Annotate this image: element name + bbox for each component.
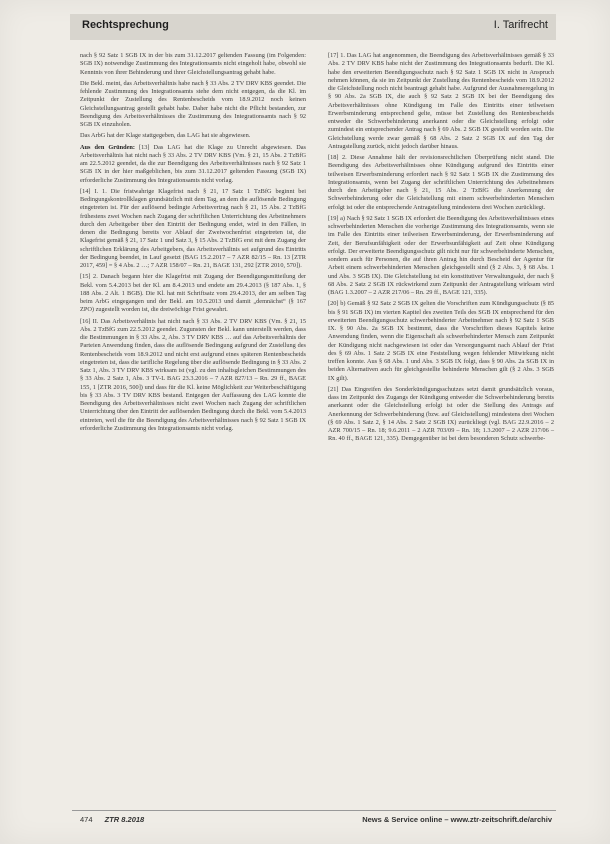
paragraph <box>80 318 306 434</box>
section-label: Aus den Gründen: <box>80 143 135 151</box>
paragraph-text: [15] 2. Danach begann hier die Klagefrist mit Zugang der Beendigungsmitteilung der Bekl. vom 5.4.2013 bei der Kl. am 8.4.2013 und endete am 29.4.2013 (§ 187 Abs. 1, § 188 Abs. 2 Alt. 1 BGB). Die Kl. hat mit Schriftsatz vom 29.4.2013, der am selben Tag beim ArbG eingegangen und der Bekl. am 10.5.2013 und damit „demnächst“ (§ 167 ZPO) zugestellt worden ist, die dreiwöchige Frist gewahrt. <box>80 273 306 314</box>
footer-divider <box>72 810 556 811</box>
paragraph-text: [18] 2. Diese Annahme hält der revisionsrechtlichen Überprüfung nicht stand. Die Beendigung des Arbeitsverhältnisses ohne Kündigung aufgrund des Eintritts einer teilweisen Erwerbsminderung erfordert nach § 92 Satz 1 SGB IX die Zustimmung des Integrationsamts, wenn bei Zugang der schriftlichen Unterrichtung des Arbeitnehmers durch den Arbeitgeber nach § 21, 15 Abs. 2 TzBfG die Anerkennung der Schwerbehinderung oder die Gleichstellung mit einem schwerbehinderten Menschen erfolgt ist oder die entsprechende Antragstellung mindestens drei Wochen zurückliegt. <box>328 154 554 211</box>
section-title: Rechtsprechung <box>82 19 169 31</box>
paragraph-text: [20] b) Gemäß § 92 Satz 2 SGB IX gelten die Vorschriften zum Kündigungsschutz (§ 85 bis § 91 SGB IX) im vierten Kapitel des zweiten Teils des SGB IX entsprechend für den erweiterten Beendigungsschutz schwerbehinderter Arbeitnehmer nach § 92 Satz 1 SGB IX. § 90 Abs. 2a SGB IX bestimmt, dass die Vorschriften dieses Kapitels keine Anwendung finden, wenn die Eigenschaft als schwerbehinderter Mensch zum Zeitpunkt der Kündigung nicht nachgewiesen ist oder das Versorgungsamt nach Ablauf der Frist des § 69 Abs. 1 Satz 2 SGB IX eine Feststellung wegen fehlender Mitwirkung nicht treffen konnte. Aus § 68 Abs. 1 und Abs. 3 SGB IX folgt, dass § 90 Abs. 2a SGB IX in beiden Alternativen auch für gleichgestellte behinderte Menschen gilt (§ 2 Abs. 3 SGB IX gilt). <box>328 300 554 382</box>
left-column <box>80 52 306 436</box>
paragraph-text: [21] Das Eingreifen des Sonderkündigungsschutzes setzt damit grundsätzlich voraus, dass im Zeitpunkt des Zugangs der Kündigung entweder die Schwerbehinderung bereits anerkannt oder die Gleichstellung erfolgt ist oder die Stellung des Antrags auf Anerkennung der Schwerbehinderung (bzw. auf Gleichstellung) mindestens drei Wochen (§ 69 Abs. 1 Satz 2, § 14 Abs. 2 Satz 2 SGB IX) zurückliegt (vgl. BAG 22.9.2016 – 2 AZR 700/15 – Rn. 18; 9.6.2011 – 2 AZR 703/09 – Rn. 18; 1.3.2007 – 2 AZR 217/06 – Rn. 40 ff., BAGE 121, 335). Demgegenüber ist bei dem besonderen Schutz schwerbe- <box>328 385 554 443</box>
right-column <box>328 52 554 447</box>
paragraph-text: [14] I. 1. Die fristwahrige Klagefrist nach § 21, 17 Satz 1 TzBfG beginnt bei Bedingungskontrollklagen grundsätzlich mit dem Tag, an dem die auflösende Bedingung eingetreten ist. Für der auflösend bedingte Arbeitsvertrag nach § 21, 15 Abs. 2 TzBfG frühestens zwei Wochen nach Zugang der schriftlichen Unterrichtung des Arbeitnehmers durch den Arbeitgeber über den Eintritt der Bedingung endet, wird in den Fällen, in denen die Bedingung bereits vor Ablauf der Zweiwochenfrist eingetreten ist, die Klagefrist gemäß § 21, 17 Satz 1 und Satz 3, § 15 Abs. 2 TzBfG erst mit dem Zugang der schriftlichen Erklärung des Arbeitgebers, das Arbeitsverhältnis sei aufgrund des Eintritts der Bedingung beendet, in Lauf gesetzt (BAG 15.2.2017 – 7 AZR 82/15 – Rn. 13 [ZTR 2017, 459] = § 4 Abs. 2 …; 7 AZR 158/07 – Rn. 21, BAGE 131, 292 [ZTR 2010, 570]). <box>80 187 306 269</box>
page-number: 474 <box>80 815 93 824</box>
paragraph <box>328 300 554 383</box>
paragraph <box>80 144 306 185</box>
paragraph-text: Die Bekl. meint, das Arbeitsverhältnis habe nach § 33 Abs. 2 TV DRV KBS geendet. Die fehlende Zustimmung des Integrationsamts stehe dem nicht entgegen, da die Kl. im Zeitpunkt der Zustellung des Rentenbescheids vom 18.9.2012 noch keinen Gleichstellungsantrag gestellt gehabt habe. Daher habe nicht die Pflicht bestanden, zur Beendigung des Arbeitsverhältnisses die Zustimmung des Integrationsamts nach § 92 SGB IX einzuholen. <box>80 79 306 128</box>
paragraph-text: [17] 1. Das LAG hat angenommen, die Beendigung des Arbeitsverhältnisses gemäß § 33 Abs. 2 TV DRV KBS habe nicht der Zustimmung des Integrationsamts bedurft. Die Kl. habe den erweiterten Beendigungsschutz nach § 92 Satz 1 SGB IX nicht in Anspruch nehmen können, da sie im Zeitpunkt der Zustellung des Rentenbescheids vom 18.9.2012 die Gleichstellung noch nicht beantragt gehabt habe. Aufgrund der Ausnahmeregelung in § 90 Abs. 2a SGB IX, die auch § 92 Satz 2 SGB IX bei der Beendigung des Arbeitsverhältnisses ohne Kündigung im Falle des Eintritts einer teilweisen Erwerbsminderung entsprechend gelte, müsse bei Zustellung des Rentenbescheids entweder die Schwerbehinderung anerkannt oder die Gleichstellung erfolgt oder zumindest ein entsprechender Antrag nach § 69 Abs. 2 SGB IX gestellt worden sein. Die Gleichstellung werde zwar gemäß § 68 Abs. 2 Satz 2 SGB IX auf den Tag der Antragstellung zurück, nicht jedoch darüber hinaus. <box>328 52 554 150</box>
paragraph <box>328 386 554 444</box>
journal-issue: ZTR 8.2018 <box>104 815 145 824</box>
paragraph <box>328 52 554 151</box>
paragraph <box>80 80 306 130</box>
paragraph-text: [19] a) Nach § 92 Satz 1 SGB IX erfordert die Beendigung des Arbeitsverhältnisses eines schwerbehinderten Menschen die vorherige Zustimmung des Integrationsamts, wenn sie im Falle des Eintritts einer teilweisen Erwerbsminderung, der Erwerbsminderung auf Zeit, der Berufsunfähigkeit oder der Erwerbsunfähigkeit auf Zeit ohne Kündigung erfolgt. Der erweiterte Beendigungsschutz gilt nicht nur für schwerbehinderte Menschen, sondern auch für Personen, die auf ihren Antrag hin durch Bescheid der Agentur für Arbeit einem schwerbehinderten Menschen gleichgestellt sind (§ 2 Abs. 3, § 68 Abs. 1 und Abs. 3 SGB IX). Die Gleichstellung ist ein konstitutiver Verwaltungsakt, der nach § 68 Abs. 2 Satz 2 SGB IX rückwirkend zum Zeitpunkt der Antragstellung wirksam wird (BAG 1.3.2007 – 2 AZR 217/06 – Rn. 29 ff., BAGE 121, 335). <box>328 214 554 296</box>
paragraph-text: Das ArbG hat der Klage stattgegeben, das LAG hat sie abgewiesen. <box>80 132 251 140</box>
part-title: I. Tarifrecht <box>493 19 548 31</box>
paragraph <box>328 154 554 212</box>
archive-link[interactable]: News & Service online – www.ztr-zeitschrift.de/archiv <box>362 815 552 824</box>
paragraph-text: [16] II. Das Arbeitsverhältnis hat nicht nach § 33 Abs. 2 TV DRV KBS (Vm. § 21, 15 Abs. 2 TzBfG zum 22.5.2012 geendet. Zugunsten der Bekl. kann unterstellt werden, dass die Bestimmungen in § 33 Abs. 2, Abs. 3 TV DRV KBS … auf das Arbeitsverhältnis der Parteien Anwendung finden, dass die auflösende Bedingung aufgrund der Zustellung des Rentenbescheids vom 18.9.2012 und nicht erst aufgrund eines späteren Rentenbescheids eingetreten ist, dass die tarifliche Regelung über die auflösende Bedingung in § 33 Abs. 2 Satz 1, Abs. 3 TV DRV KBS wirksam ist (vgl. zu den inhaltsgleichen Bestimmungen des § 33 Abs. 2 Satz 1, Abs. 3 TV-L BAG 23.3.2016 – 7 AZR 827/13 – Rn. 29 ff., BAGE 155, 1 [ZTR 2016, 500]) und dass für die Kl. keine Möglichkeit zur Weiterbeschäftigung bis § 33 Abs. 3 TV DRV KBS bestand. Entgegen der Auffassung des LAG konnte die Beendigung des Arbeitsverhältnisses nicht zwei Wochen nach Zugang der schriftlichen Unterrichtung über den Eintritt der auflösenden Bedingung durch die Bekl. vom 5.4.2013 eintreten, weil die für die Beendigung des Arbeitsverhältnisses nach § 92 Satz 1 SGB IX erforderliche Zustimmung des Integrationsamts nicht vorlag. <box>80 317 306 432</box>
footer-left <box>80 815 144 824</box>
paragraph <box>80 188 306 271</box>
paragraph <box>80 52 306 77</box>
paragraph <box>80 132 306 140</box>
paragraph <box>328 215 554 298</box>
paragraph-text: nach § 92 Satz 1 SGB IX in der bis zum 31.12.2017 geltenden Fassung (im Folgenden: SGB IX) notwendige Zustimmung des Integrationsamts nicht eingeholt habe, obwohl sie Kenntnis von ihrer Behinderung und ihrer Gleichstellungsantrag gehabt habe. <box>80 52 306 76</box>
paragraph <box>80 273 306 314</box>
paragraph-text: [13] Das LAG hat die Klage zu Unrecht abgewiesen. Das Arbeitsverhältnis hat nicht nach § 33 Abs. 2 TV DRV KBS (Vm. § 21, 15 Abs. 2 TzBfG am 22.5.2012 geendet, da die zur Beendigung des Arbeitsverhältnisses nach § 92 Satz 1 SGB IX in der hier maßgeblichen, bis zum 31.12.2017 geltenden Fassung (SGB IX) erforderliche Zustimmung des Integrationsamts nicht vorlag. <box>80 143 307 184</box>
